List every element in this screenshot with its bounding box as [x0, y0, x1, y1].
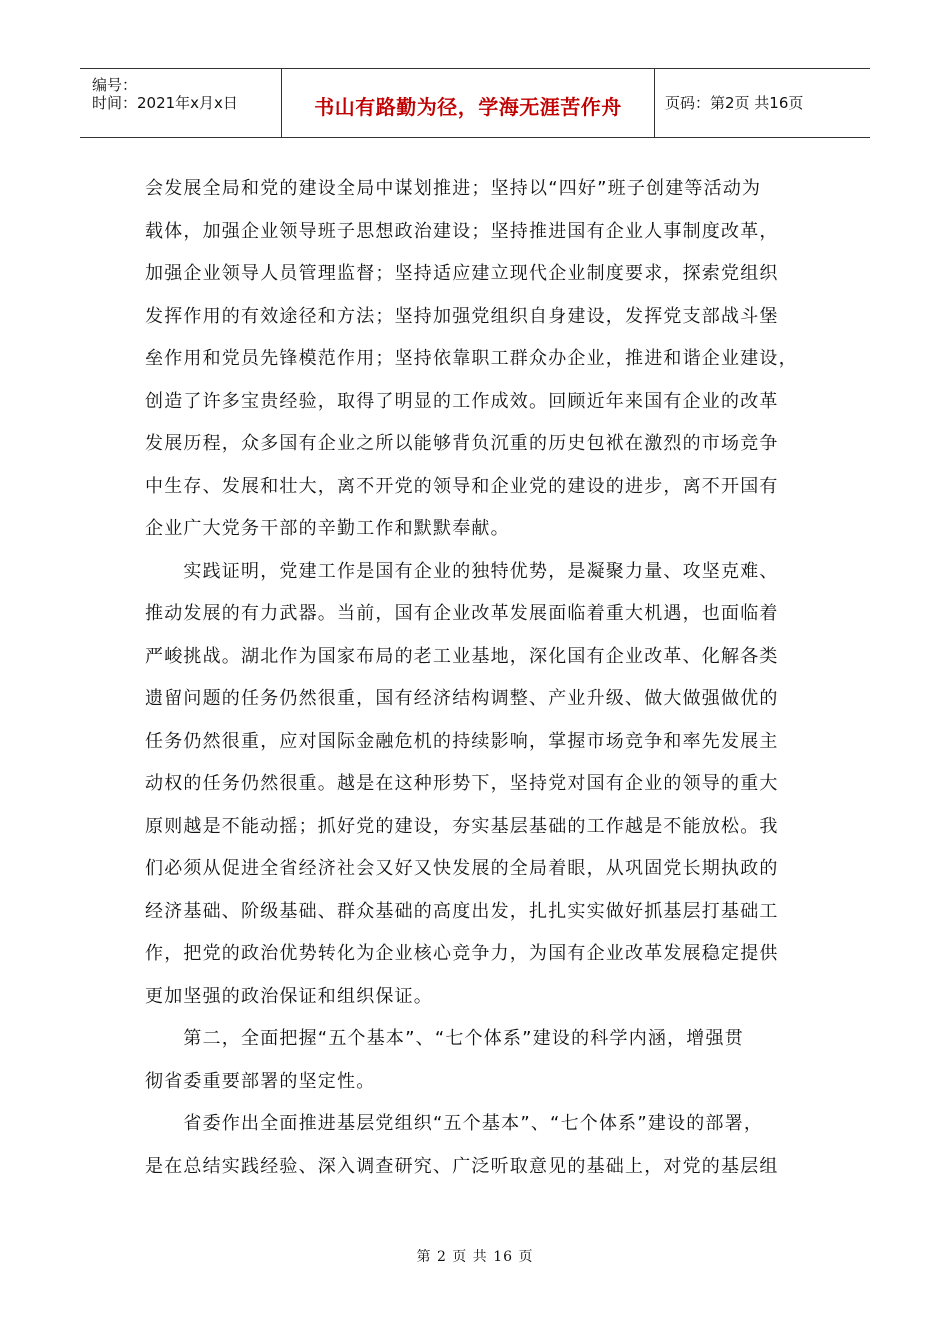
page-footer: 第 2 页 共 16 页 — [416, 1249, 534, 1265]
document-body — [145, 168, 805, 1188]
section-heading-line: 彻省委重要部署的坚定性。 — [145, 1070, 376, 1092]
body-line: 任务仍然很重，应对国际金融危机的持续影响，掌握市场竞争和率先发展主 — [145, 730, 779, 752]
body-line: 载体，加强企业领导班子思想政治建设；坚持推进国有企业人事制度改革， — [145, 220, 779, 242]
page-header — [80, 68, 870, 138]
body-line: 动权的任务仍然很重。越是在这种形势下，坚持党对国有企业的领导的重大 — [145, 773, 779, 794]
header-page-cell — [655, 69, 870, 137]
body-line: 省委作出全面推进基层党组织“五个基本”、“七个体系”建设的部署， — [145, 1113, 764, 1134]
body-line: 加强企业领导人员管理监督；坚持适应建立现代企业制度要求，探索党组织 — [145, 263, 779, 284]
section-heading-line: 第二，全面把握“五个基本”、“七个体系”建设的科学内涵，增强贯 — [145, 1028, 744, 1049]
body-line: 遗留问题的任务仍然很重，国有经济结构调整、产业升级、做大做强做优的 — [145, 688, 779, 709]
page-code-label: 页码：第2页 共16页 — [665, 94, 804, 112]
body-line: 更加坚强的政治保证和组织保证。 — [145, 985, 433, 1007]
body-line: 实践证明，党建工作是国有企业的独特优势，是凝聚力量、攻坚克难、 — [145, 560, 779, 582]
body-line: 垒作用和党员先锋模范作用；坚持依靠职工群众办企业，推进和谐企业建设， — [145, 348, 798, 369]
body-line: 发展历程，众多国有企业之所以能够背负沉重的历史包袱在激烈的市场竞争 — [145, 433, 779, 454]
body-line: 企业广大党务干部的辛勤工作和默默奉献。 — [145, 518, 510, 539]
serial-number-label: 编号： — [92, 76, 138, 94]
body-line: 经济基础、阶级基础、群众基础的高度出发，扎扎实实做好抓基层打基础工 — [145, 900, 779, 922]
body-line: 作，把党的政治优势转化为企业核心竞争力，为国有企业改革发展稳定提供 — [145, 943, 779, 964]
body-line: 中生存、发展和壮大，离不开党的领导和企业党的建设的进步，离不开国有 — [145, 475, 779, 497]
body-line: 会发展全局和党的建设全局中谋划推进；坚持以“四好”班子创建等活动为 — [145, 178, 762, 199]
body-line: 创造了许多宝贵经验，取得了明显的工作成效。回顾近年来国有企业的改革 — [145, 390, 779, 412]
body-line: 们必须从促进全省经济社会又好又快发展的全局着眼，从巩固党长期执政的 — [145, 858, 779, 879]
date-label: 时间：2021年x月x日 — [92, 94, 238, 112]
body-line: 是在总结实践经验、深入调查研究、广泛听取意见的基础上，对党的基层组 — [145, 1155, 779, 1177]
body-line: 严峻挑战。湖北作为国家布局的老工业基地，深化国有企业改革、化解各类 — [145, 645, 779, 667]
motto-text: 书山有路勤为径，学海无涯苦作舟 — [314, 95, 622, 119]
body-line: 推动发展的有力武器。当前，国有企业改革发展面临着重大机遇，也面临着 — [145, 603, 779, 624]
body-line: 发挥作用的有效途径和方法；坚持加强党组织自身建设，发挥党支部战斗堡 — [145, 305, 779, 327]
body-line: 原则越是不能动摇；抓好党的建设，夯实基层基础的工作越是不能放松。我 — [145, 815, 779, 837]
header-info-cell — [80, 69, 282, 137]
header-motto-cell — [282, 69, 655, 137]
